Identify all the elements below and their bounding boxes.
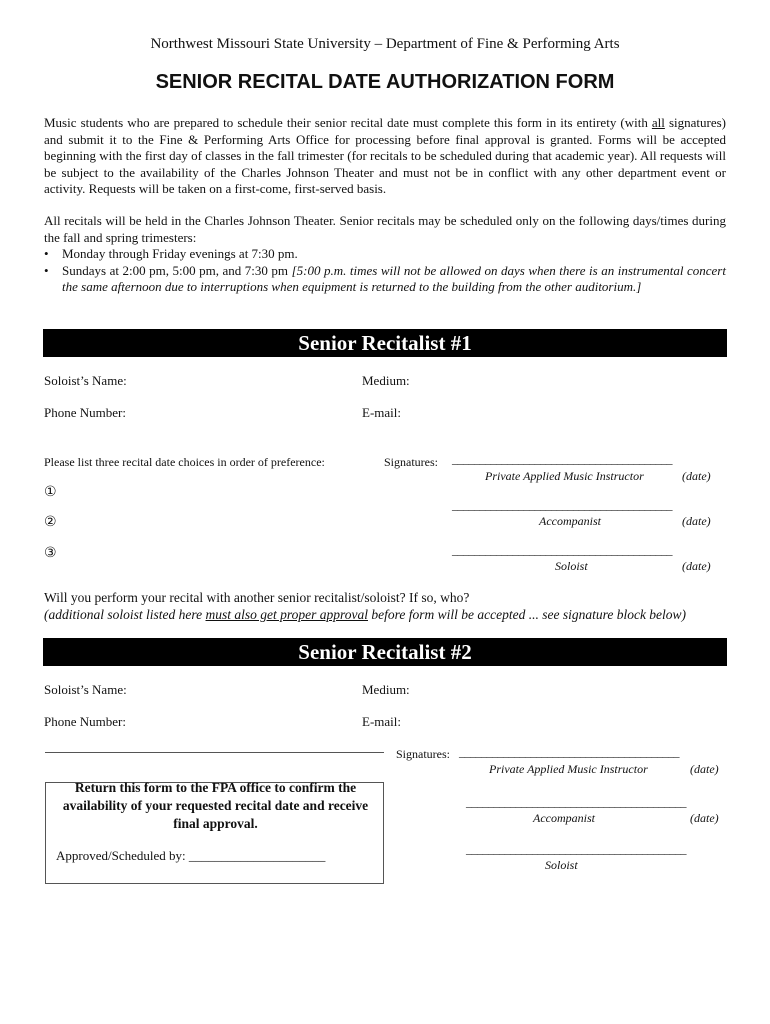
instructor-caption-1: Private Applied Music Instructor: [485, 469, 644, 483]
signatures-label-2: Signatures:: [396, 747, 450, 761]
email-label-2: E-mail:: [362, 714, 401, 729]
section-heading-recitalist-1: Senior Recitalist #1: [43, 329, 727, 357]
soloist-name-label-2: Soloist’s Name:: [44, 682, 127, 697]
note-text-b: before form will be accepted ... see signature block below): [368, 607, 687, 622]
bullet-symbol: •: [44, 262, 49, 278]
medium-label-2: Medium:: [362, 682, 410, 697]
bullet-sunday-text: [62, 263, 726, 296]
recital-location-paragraph: All recitals will be held in the Charles Johnson Theater. Senior recitals may be scheduled only on the following days/times during the fall and spring trimesters:: [44, 213, 726, 245]
bullet-weekday: [44, 246, 726, 263]
accompanist-date-caption-2: (date): [690, 811, 719, 825]
note-text-a: (additional soloist listed here: [44, 607, 206, 622]
return-instructions-text: Return this form to the FPA office to confirm the availability of your requested recital date and receive final approval.: [62, 780, 369, 831]
choice-2-marker: ②: [44, 514, 57, 530]
phone-label-1: Phone Number:: [44, 405, 126, 420]
choice-3-marker: ③: [44, 545, 57, 561]
soloist-name-label-1: Soloist’s Name:: [44, 373, 127, 388]
soloist-caption-2: Soloist: [545, 858, 578, 872]
instructor-signature-line-2: ________________________________________: [459, 745, 679, 759]
bullet-sunday-times: Sundays at 2:00 pm, 5:00 pm, and 7:30 pm: [62, 262, 292, 278]
section-heading-recitalist-2: Senior Recitalist #2: [43, 638, 727, 666]
additional-soloist-note: [44, 606, 734, 623]
instructor-signature-line-1: ________________________________________: [452, 452, 672, 466]
medium-label-1: Medium:: [362, 373, 410, 388]
choice-1-marker: ①: [44, 484, 57, 500]
intro-all-underlined: all: [651, 115, 665, 130]
intro-text-b: signatures) and submit it to the Fine & Performing Arts Office for processing before final approval is granted. Forms will be accepted beginning with the first day of classes in the fall trimester (for recitals to be scheduled during that academic year). All requests will be subject to the availability of the Charles Johnson Theater and must not be in conflict with any other department event or activity. Requests will be taken on a first-come, first-served basis.: [44, 115, 726, 196]
accompanist-date-caption-1: (date): [682, 514, 711, 528]
approved-by-field: Approved/Scheduled by: _____________________: [56, 848, 326, 863]
form-title: SENIOR RECITAL DATE AUTHORIZATION FORM: [155, 71, 615, 93]
schedule-bullets: [44, 246, 726, 296]
bullet-sunday-note: [5:00 p.m. times will not be allowed on days when there is an instrumental concert the same afternoon due to interruptions when equipment is returned to the building from the other auditorium.]: [62, 262, 726, 294]
soloist-signature-line-1: ________________________________________: [452, 543, 672, 557]
email-label-1: E-mail:: [362, 405, 401, 420]
intro-text-a: Music students who are prepared to schedule their senior recital date must complete this form in its entirety (with: [44, 115, 652, 130]
signatures-label-1: Signatures:: [384, 455, 438, 469]
additional-soloist-question: Will you perform your recital with another senior recitalist/soloist? If so, who?: [44, 590, 470, 605]
accompanist-caption-1: Accompanist: [539, 514, 601, 528]
note-text-underlined: must also get proper approval: [205, 607, 368, 622]
soloist-signature-line-2: ________________________________________: [466, 842, 686, 856]
accompanist-signature-line-1: ________________________________________: [452, 498, 672, 512]
intro-paragraph: [44, 115, 726, 198]
accompanist-signature-line-2: ________________________________________: [466, 795, 686, 809]
instructor-caption-2: Private Applied Music Instructor: [489, 762, 648, 776]
soloist-caption-1: Soloist: [555, 559, 588, 573]
divider-line: [45, 752, 384, 753]
soloist-date-caption-1: (date): [682, 559, 711, 573]
instructor-date-caption-2: (date): [690, 762, 719, 776]
bullet-weekday-text: Monday through Friday evenings at 7:30 pm.: [62, 246, 298, 261]
bullet-sunday: [44, 263, 726, 296]
phone-label-2: Phone Number:: [44, 714, 126, 729]
instructor-date-caption-1: (date): [682, 469, 711, 483]
department-header: Northwest Missouri State University – Department of Fine & Performing Arts: [150, 36, 620, 52]
accompanist-caption-2: Accompanist: [533, 811, 595, 825]
date-choices-prompt: Please list three recital date choices in order of preference:: [44, 455, 325, 469]
bullet-symbol: •: [44, 246, 49, 261]
